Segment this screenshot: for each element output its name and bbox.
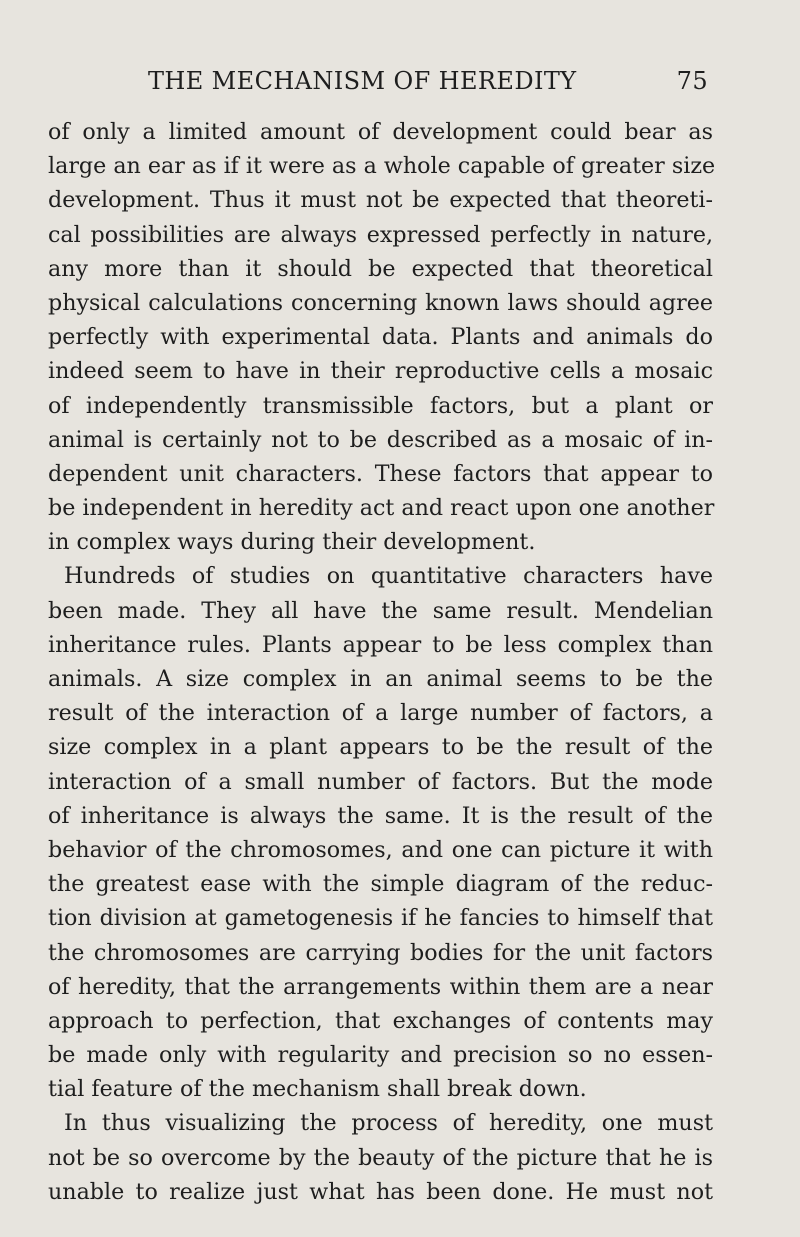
body-text (48, 115, 716, 1209)
text-line: Hundreds of studies on quantitative characters have (64, 563, 713, 590)
text-line: not be so overcome by the beauty of the picture that he is (48, 1144, 713, 1171)
text-line: In thus visualizing the process of heredity, one must (64, 1110, 713, 1137)
text-line: tion division at gametogenesis if he fancies to himself that (48, 905, 713, 932)
page-number: 75 (676, 67, 708, 95)
text-line: size complex in a plant appears to be the result of the (48, 734, 713, 761)
text-line: the greatest ease with the simple diagram of the reduc- (48, 871, 713, 898)
text-line: perfectly with experimental data. Plants and animals do (48, 324, 713, 351)
text-line: large an ear as if it were as a whole capable of greater size (48, 153, 716, 180)
text-line: cal possibilities are always expressed perfectly in nature, (48, 221, 713, 248)
text-line: development. Thus it must not be expected that theoreti- (48, 187, 713, 214)
text-line: behavior of the chromosomes, and one can picture it with (48, 836, 713, 863)
text-line: approach to perfection, that exchanges of contents may (48, 1007, 713, 1034)
text-line: animals. A size complex in an animal seems to be the (48, 666, 713, 692)
text-line: tial feature of the mechanism shall break down. (48, 1076, 587, 1103)
text-line: interaction of a small number of factors. But the mode (48, 768, 713, 795)
text-line: be made only with regularity and precision so no essen- (48, 1042, 713, 1069)
text-line: any more than it should be expected that theoretical (48, 255, 713, 282)
text-line: animal is certainly not to be described as a mosaic of in- (48, 426, 713, 453)
text-line: result of the interaction of a large number of factors, a (48, 700, 713, 727)
text-line: inheritance rules. Plants appear to be less complex than (48, 631, 713, 658)
running-title: THE MECHANISM OF HEREDITY (148, 67, 577, 95)
text-line: in complex ways during their development. (48, 529, 536, 556)
text-line: been made. They all have the same result. Mendelian (48, 597, 713, 624)
text-line: be independent in heredity act and react upon one another (48, 495, 715, 522)
text-line: physical calculations concerning known laws should agree (48, 289, 713, 316)
text-line: of independently transmissible factors, but a plant or (48, 392, 713, 419)
text-line: indeed seem to have in their reproductive cells a mosaic (48, 358, 713, 385)
text-line: of only a limited amount of development could bear as (48, 119, 713, 145)
text-line: of inheritance is always the same. It is the result of the (48, 802, 713, 829)
page-header (148, 63, 708, 99)
text-line: dependent unit characters. These factors that appear to (48, 460, 713, 487)
text-line: the chromosomes are carrying bodies for the unit factors (48, 939, 713, 966)
text-line: of heredity, that the arrangements within them are a near (48, 973, 713, 1000)
text-line: unable to realize just what has been done. He must not (48, 1178, 713, 1205)
